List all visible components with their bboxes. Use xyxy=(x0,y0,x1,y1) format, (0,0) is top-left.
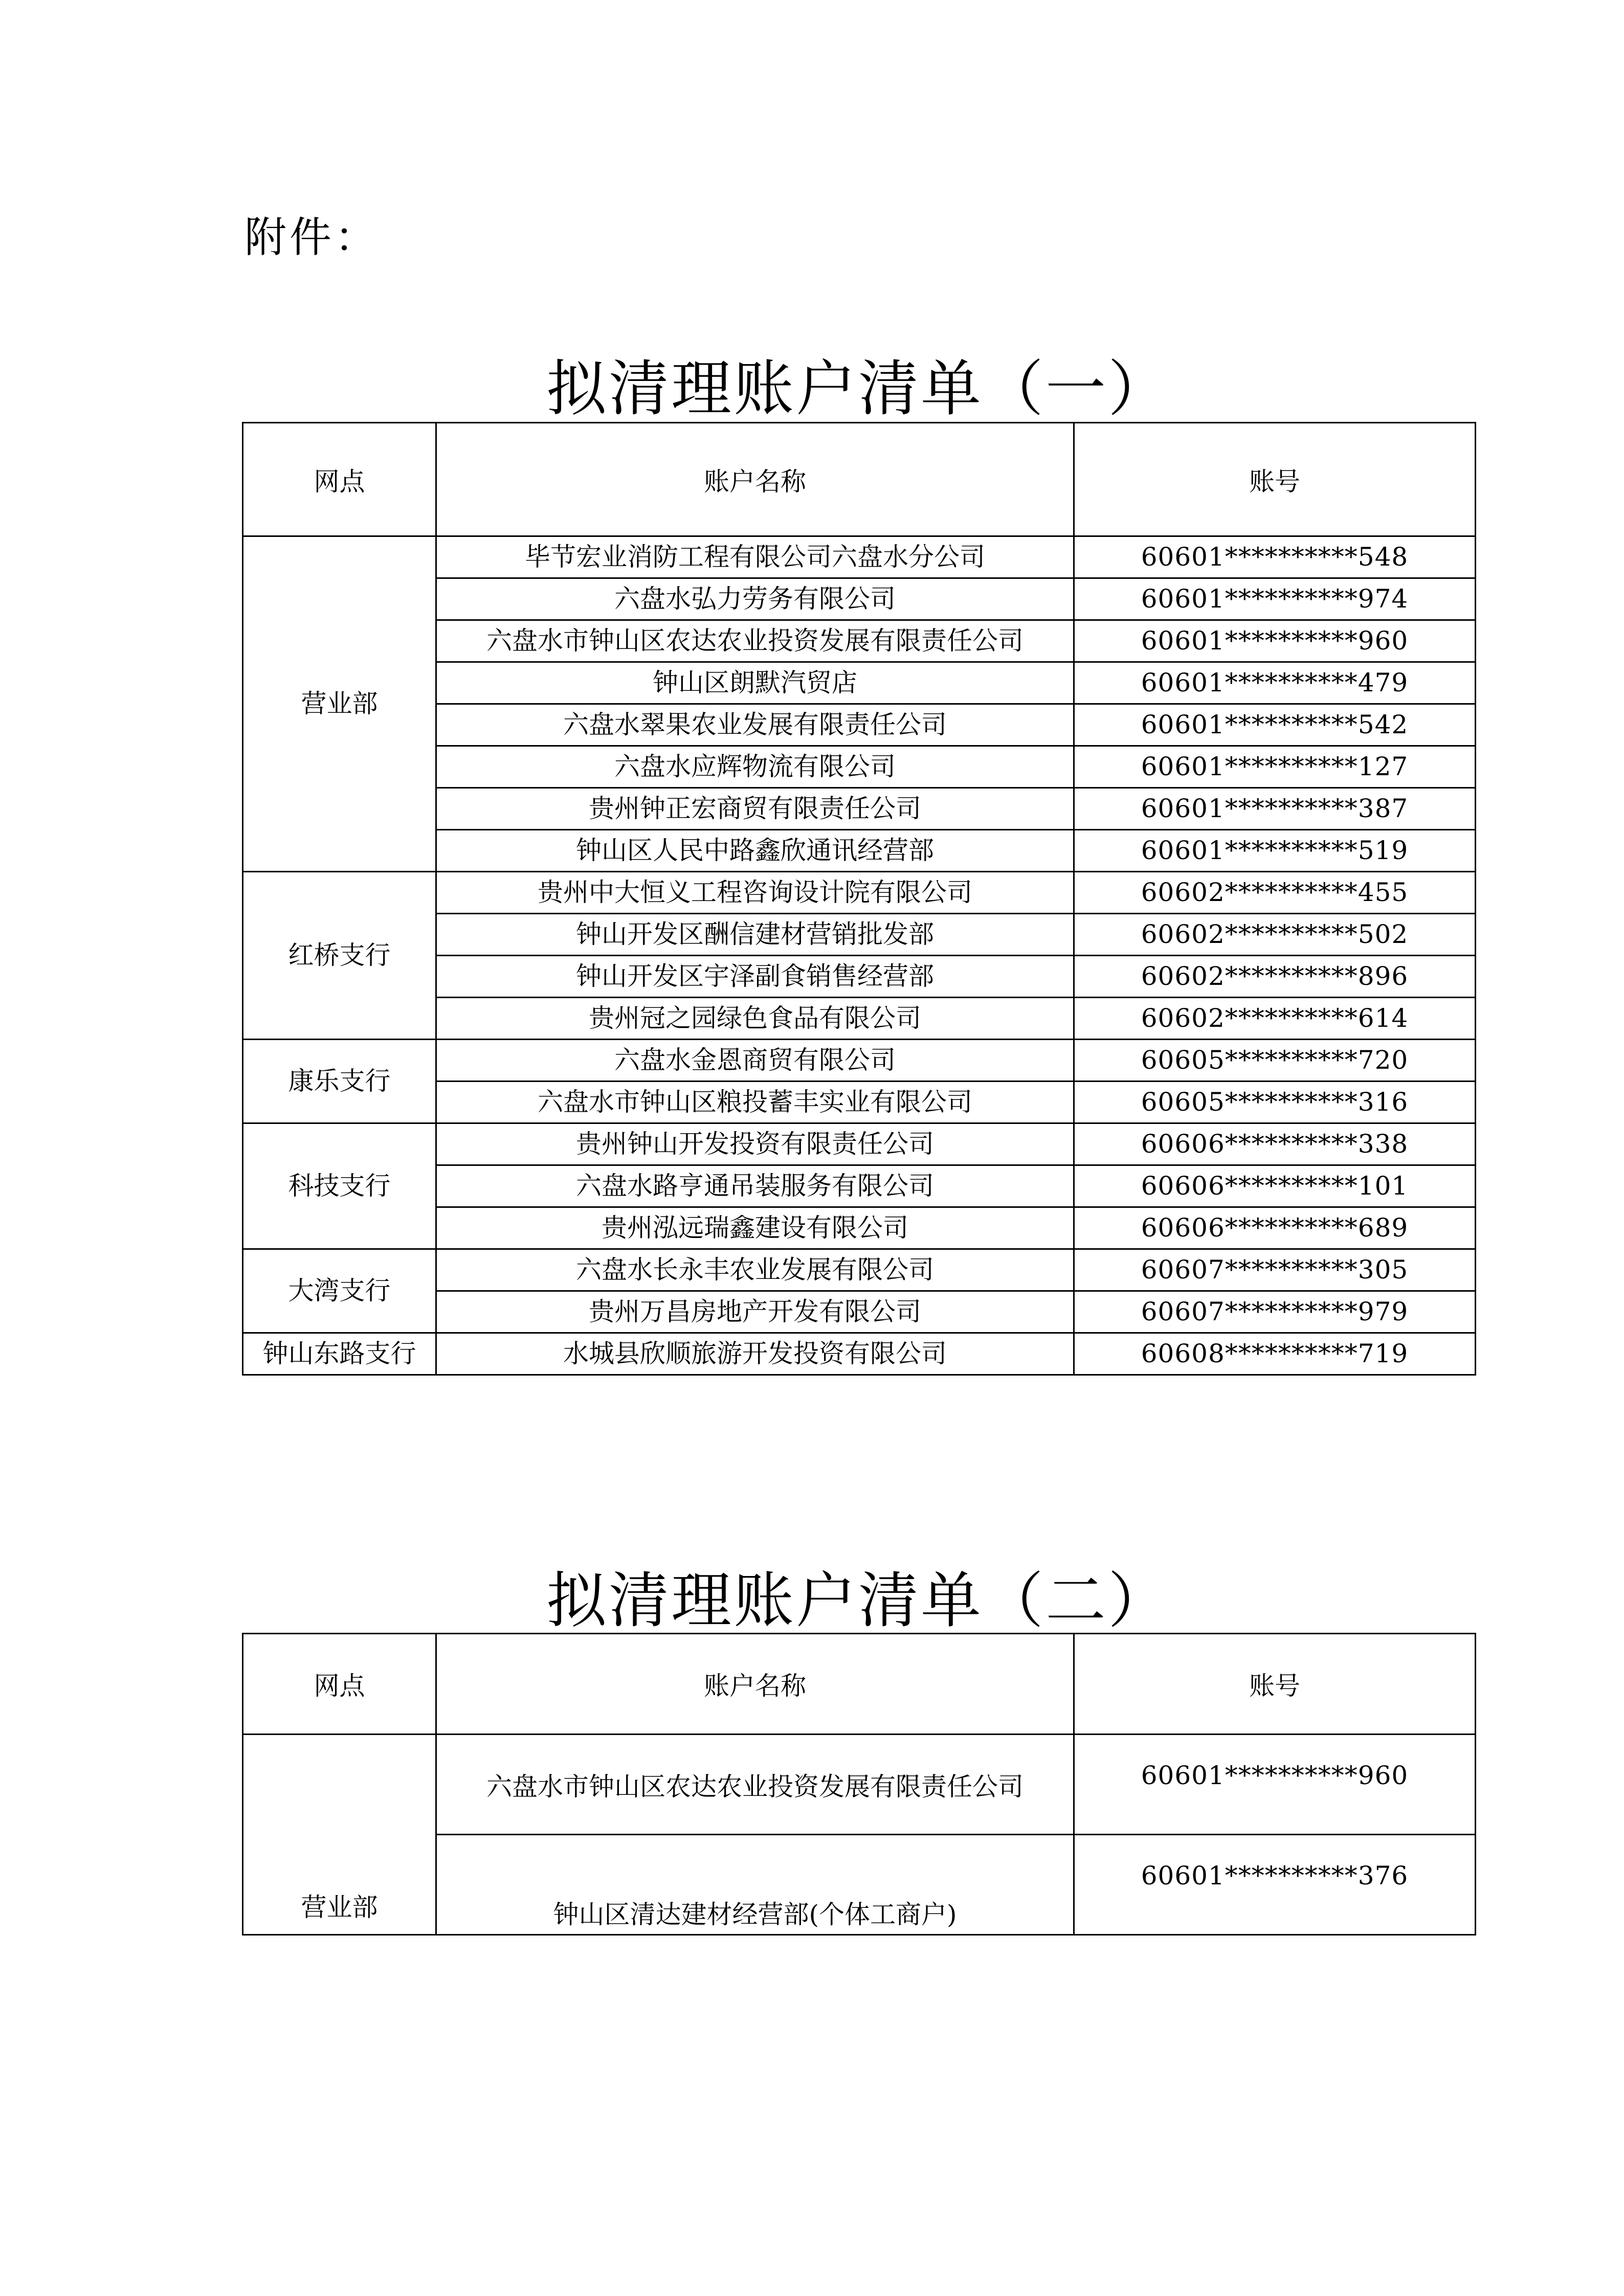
account-name-cell: 贵州泓远瑞鑫建设有限公司 xyxy=(436,1207,1074,1249)
header-branch: 网点 xyxy=(243,423,436,536)
table-row xyxy=(243,536,1476,578)
branch-cell: 营业部 xyxy=(243,536,436,872)
branch-cell: 科技支行 xyxy=(243,1123,436,1249)
account-number-cell: 60607**********979 xyxy=(1074,1291,1476,1333)
account-name-cell: 六盘水应辉物流有限公司 xyxy=(436,746,1074,788)
account-number-cell: 60601**********542 xyxy=(1074,704,1476,746)
branch-cell: 大湾支行 xyxy=(243,1249,436,1333)
account-number-cell: 60601**********479 xyxy=(1074,662,1476,704)
account-number-cell: 60601**********387 xyxy=(1074,788,1476,830)
account-name-cell: 毕节宏业消防工程有限公司六盘水分公司 xyxy=(436,536,1074,578)
account-number-cell: 60602**********896 xyxy=(1074,956,1476,998)
branch-cell: 营业部 xyxy=(243,1735,436,1935)
list-2-body xyxy=(243,1735,1476,1935)
attachment-label: 附件： xyxy=(244,213,380,262)
account-number-cell: 60605**********316 xyxy=(1074,1082,1476,1123)
account-number-cell: 60601**********974 xyxy=(1074,578,1476,620)
account-name-cell: 六盘水市钟山区粮投蓄丰实业有限公司 xyxy=(436,1082,1074,1123)
branch-cell: 红桥支行 xyxy=(243,872,436,1040)
account-number-cell: 60602**********614 xyxy=(1074,998,1476,1040)
account-name-cell: 钟山开发区酬信建材营销批发部 xyxy=(436,914,1074,956)
table-header-row xyxy=(243,423,1476,536)
account-name-cell: 钟山区清达建材经营部(个体工商户) xyxy=(436,1835,1074,1935)
account-number-cell: 60601**********127 xyxy=(1074,746,1476,788)
list-1-title: 拟清理账户清单（一） xyxy=(546,353,1170,424)
account-name-cell: 六盘水路亨通吊装服务有限公司 xyxy=(436,1165,1074,1207)
account-name-cell: 贵州中大恒义工程咨询设计院有限公司 xyxy=(436,872,1074,914)
account-list-2-table xyxy=(242,1633,1476,1935)
account-name-cell: 钟山区人民中路鑫欣通讯经营部 xyxy=(436,830,1074,872)
account-number-cell: 60606**********689 xyxy=(1074,1207,1476,1249)
account-name-cell: 六盘水翠果农业发展有限责任公司 xyxy=(436,704,1074,746)
account-number-cell: 60608**********719 xyxy=(1074,1333,1476,1375)
branch-cell: 钟山东路支行 xyxy=(243,1333,436,1375)
account-number-cell: 60602**********502 xyxy=(1074,914,1476,956)
account-name-cell: 水城县欣顺旅游开发投资有限公司 xyxy=(436,1333,1074,1375)
list-1-body xyxy=(243,536,1476,1375)
account-name-cell: 贵州钟正宏商贸有限责任公司 xyxy=(436,788,1074,830)
table-row xyxy=(243,1735,1476,1835)
account-number-cell: 60602**********455 xyxy=(1074,872,1476,914)
table-header-row xyxy=(243,1634,1476,1735)
table-row xyxy=(243,872,1476,914)
table-row xyxy=(243,1333,1476,1375)
account-name-cell: 六盘水市钟山区农达农业投资发展有限责任公司 xyxy=(436,620,1074,662)
account-number-cell: 60601**********519 xyxy=(1074,830,1476,872)
header-account-number: 账号 xyxy=(1074,423,1476,536)
account-name-cell: 贵州钟山开发投资有限责任公司 xyxy=(436,1123,1074,1165)
account-name-cell: 六盘水弘力劳务有限公司 xyxy=(436,578,1074,620)
account-number-cell: 60601**********376 xyxy=(1074,1835,1476,1935)
table-row xyxy=(243,1040,1476,1082)
account-number-cell: 60601**********548 xyxy=(1074,536,1476,578)
header-branch: 网点 xyxy=(243,1634,436,1735)
account-name-cell: 贵州万昌房地产开发有限公司 xyxy=(436,1291,1074,1333)
account-number-cell: 60601**********960 xyxy=(1074,620,1476,662)
account-list-1-table xyxy=(242,422,1476,1376)
account-name-cell: 贵州冠之园绿色食品有限公司 xyxy=(436,998,1074,1040)
account-number-cell: 60606**********101 xyxy=(1074,1165,1476,1207)
header-account-number: 账号 xyxy=(1074,1634,1476,1735)
account-number-cell: 60606**********338 xyxy=(1074,1123,1476,1165)
header-account-name: 账户名称 xyxy=(436,423,1074,536)
account-name-cell: 六盘水金恩商贸有限公司 xyxy=(436,1040,1074,1082)
account-name-cell: 钟山区朗默汽贸店 xyxy=(436,662,1074,704)
table-row xyxy=(243,1249,1476,1291)
account-name-cell: 六盘水长永丰农业发展有限公司 xyxy=(436,1249,1074,1291)
account-name-cell: 钟山开发区宇泽副食销售经营部 xyxy=(436,956,1074,998)
branch-cell: 康乐支行 xyxy=(243,1040,436,1123)
list-2-title: 拟清理账户清单（二） xyxy=(546,1565,1170,1636)
account-name-cell: 六盘水市钟山区农达农业投资发展有限责任公司 xyxy=(436,1735,1074,1835)
table-row xyxy=(243,1123,1476,1165)
header-account-name: 账户名称 xyxy=(436,1634,1074,1735)
account-number-cell: 60601**********960 xyxy=(1074,1735,1476,1835)
account-number-cell: 60605**********720 xyxy=(1074,1040,1476,1082)
account-number-cell: 60607**********305 xyxy=(1074,1249,1476,1291)
